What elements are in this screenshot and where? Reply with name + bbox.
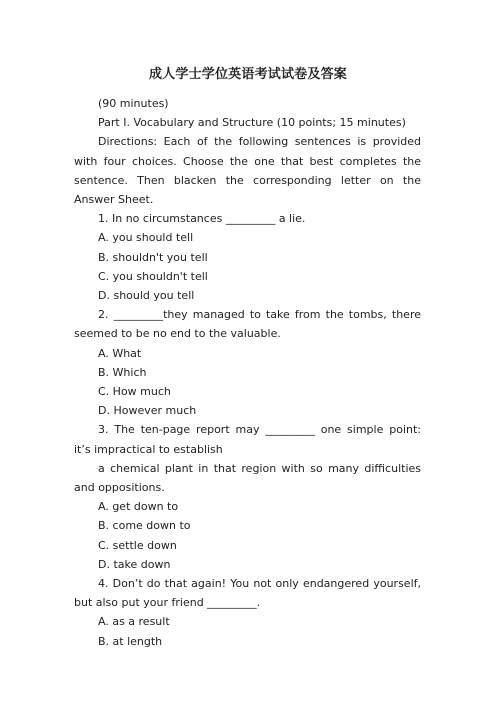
question-3: 3. The ten-page report may _________ one simple point: it’s impractical to establish (74, 423, 421, 456)
q2-option-a: A. What (98, 346, 142, 360)
question-4: 4. Don’t do that again! You not only endangered yourself, but also put your friend _________. (74, 577, 421, 610)
q3-option-c: C. settle down (98, 538, 177, 552)
q2-option-c: C. How much (98, 385, 171, 399)
q1-option-c: C. you shouldn't tell (98, 269, 208, 283)
question-3-continued: a chemical plant in that region with so many difficulties and oppositions. (74, 461, 421, 495)
q3-option-a: A. get down to (98, 500, 179, 514)
document-body (74, 94, 421, 651)
q4-option-a: A. as a result (98, 615, 170, 629)
question-1: 1. In no circumstances _________ a lie. (98, 212, 306, 226)
directions: Directions: Each of the following sentences is provided with four choices. Choose the one that best completes the sentence. Then blacken the corresponding letter on the Answer Sheet. (74, 135, 421, 207)
q4-option-b: B. at length (98, 634, 163, 648)
question-2: 2. _________they managed to take from the tombs, there seemed to be no end to the valuable. (74, 308, 421, 341)
q1-option-d: D. should you tell (98, 289, 195, 303)
part-heading: Part I. Vocabulary and Structure (10 points; 15 minutes) (98, 116, 406, 130)
q3-option-b: B. come down to (98, 519, 191, 533)
q1-option-a: A. you should tell (98, 231, 194, 245)
exam-duration: (90 minutes) (98, 97, 169, 110)
q2-option-b: B. Which (98, 365, 147, 379)
page-title: 成人学士学位英语考试试卷及答案 (148, 67, 347, 82)
q3-option-d: D. take down (98, 557, 171, 571)
q1-option-b: B. shouldn't you tell (98, 250, 208, 264)
q2-option-d: D. However much (98, 404, 197, 418)
